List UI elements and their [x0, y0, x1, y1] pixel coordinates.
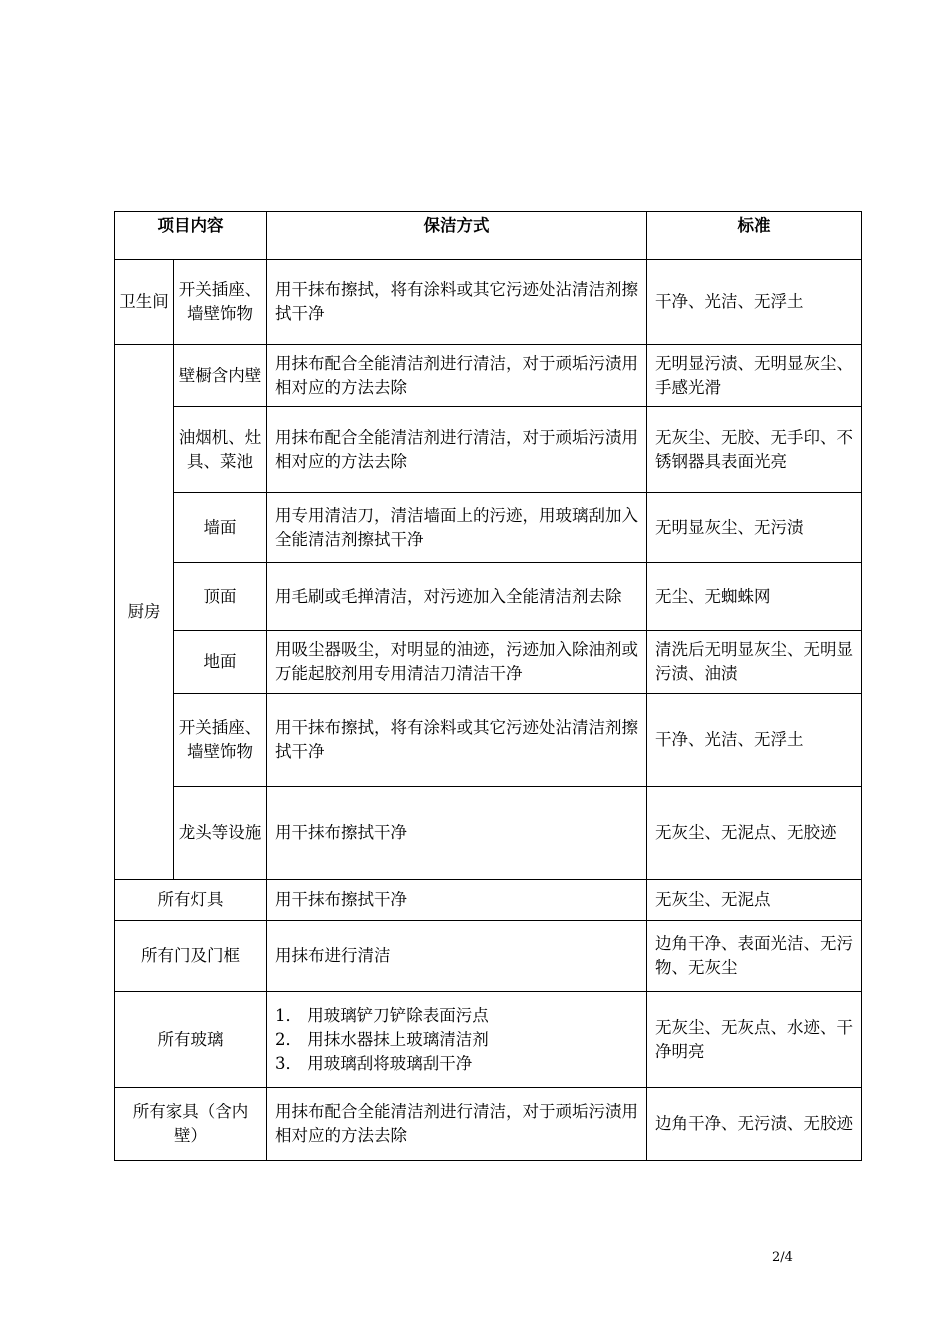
standard-cell: 无灰尘、无泥点、无胶迹 [647, 787, 862, 880]
item-cell: 油烟机、灶具、菜池 [174, 407, 267, 493]
table-row [115, 563, 862, 631]
table-row [115, 260, 862, 345]
method-cell: 用抹布配合全能清洁剂进行清洁，对于顽垢污渍用相对应的方法去除 [267, 1088, 647, 1161]
method-cell: 用毛刷或毛掸清洁，对污迹加入全能清洁剂去除 [267, 563, 647, 631]
table-header-row [115, 212, 862, 260]
standard-cell: 无灰尘、无泥点 [647, 880, 862, 921]
item-cell: 壁橱含内壁 [174, 345, 267, 407]
method-cell: 用干抹布擦拭干净 [267, 787, 647, 880]
table-row [115, 694, 862, 787]
method-cell: 用抹布配合全能清洁剂进行清洁，对于顽垢污渍用相对应的方法去除 [267, 407, 647, 493]
table-row [115, 921, 862, 992]
step-list [275, 1004, 638, 1076]
standard-cell: 干净、光洁、无浮土 [647, 694, 862, 787]
item-cell: 所有门及门框 [115, 921, 267, 992]
header-method: 保洁方式 [267, 212, 647, 260]
standard-cell: 无明显污渍、无明显灰尘、手感光滑 [647, 345, 862, 407]
standard-cell: 无灰尘、无胶、无手印、不锈钢器具表面光亮 [647, 407, 862, 493]
table-row [115, 407, 862, 493]
step-item: 2． 用抹水器抹上玻璃清洁剂 [275, 1029, 489, 1049]
table-row [115, 631, 862, 694]
standard-cell: 无尘、无蜘蛛网 [647, 563, 862, 631]
item-cell: 所有灯具 [115, 880, 267, 921]
table-row [115, 345, 862, 407]
page-number: 2/4 [772, 1250, 793, 1265]
method-cell: 用干抹布擦拭，将有涂料或其它污迹处沾清洁剂擦拭干净 [267, 694, 647, 787]
method-cell: 用干抹布擦拭，将有涂料或其它污迹处沾清洁剂擦拭干净 [267, 260, 647, 345]
table-row [115, 880, 862, 921]
item-cell: 龙头等设施 [174, 787, 267, 880]
table-row [115, 493, 862, 563]
standard-cell: 干净、光洁、无浮土 [647, 260, 862, 345]
group-kitchen: 厨房 [115, 345, 174, 880]
standard-cell: 无灰尘、无灰点、水迹、干净明亮 [647, 992, 862, 1088]
item-cell: 所有家具（含内壁） [115, 1088, 267, 1161]
method-cell: 用专用清洁刀，清洁墙面上的污迹，用玻璃刮加入全能清洁剂擦拭干净 [267, 493, 647, 563]
item-cell: 地面 [174, 631, 267, 694]
standard-cell: 无明显灰尘、无污渍 [647, 493, 862, 563]
item-cell: 墙面 [174, 493, 267, 563]
method-cell: 用抹布进行清洁 [267, 921, 647, 992]
header-standard: 标准 [647, 212, 862, 260]
step-item: 1． 用玻璃铲刀铲除表面污点 [275, 1005, 489, 1025]
method-cell: 用抹布配合全能清洁剂进行清洁，对于顽垢污渍用相对应的方法去除 [267, 345, 647, 407]
standard-cell: 清洗后无明显灰尘、无明显污渍、油渍 [647, 631, 862, 694]
item-cell: 所有玻璃 [115, 992, 267, 1088]
table-row [115, 992, 862, 1088]
item-cell: 顶面 [174, 563, 267, 631]
table-row [115, 1088, 862, 1161]
step-item: 3． 用玻璃刮将玻璃刮干净 [275, 1053, 473, 1073]
item-cell: 开关插座、墙壁饰物 [174, 694, 267, 787]
cleaning-standards-table [114, 211, 862, 1161]
group-bathroom: 卫生间 [115, 260, 174, 345]
method-cell: 用吸尘器吸尘，对明显的油迹，污迹加入除油剂或万能起胶剂用专用清洁刀清洁干净 [267, 631, 647, 694]
table-row [115, 787, 862, 880]
method-cell [267, 992, 647, 1088]
standard-cell: 边角干净、表面光洁、无污物、无灰尘 [647, 921, 862, 992]
item-cell: 开关插座、墙壁饰物 [174, 260, 267, 345]
standard-cell: 边角干净、无污渍、无胶迹 [647, 1088, 862, 1161]
method-cell: 用干抹布擦拭干净 [267, 880, 647, 921]
header-item: 项目内容 [115, 212, 267, 260]
